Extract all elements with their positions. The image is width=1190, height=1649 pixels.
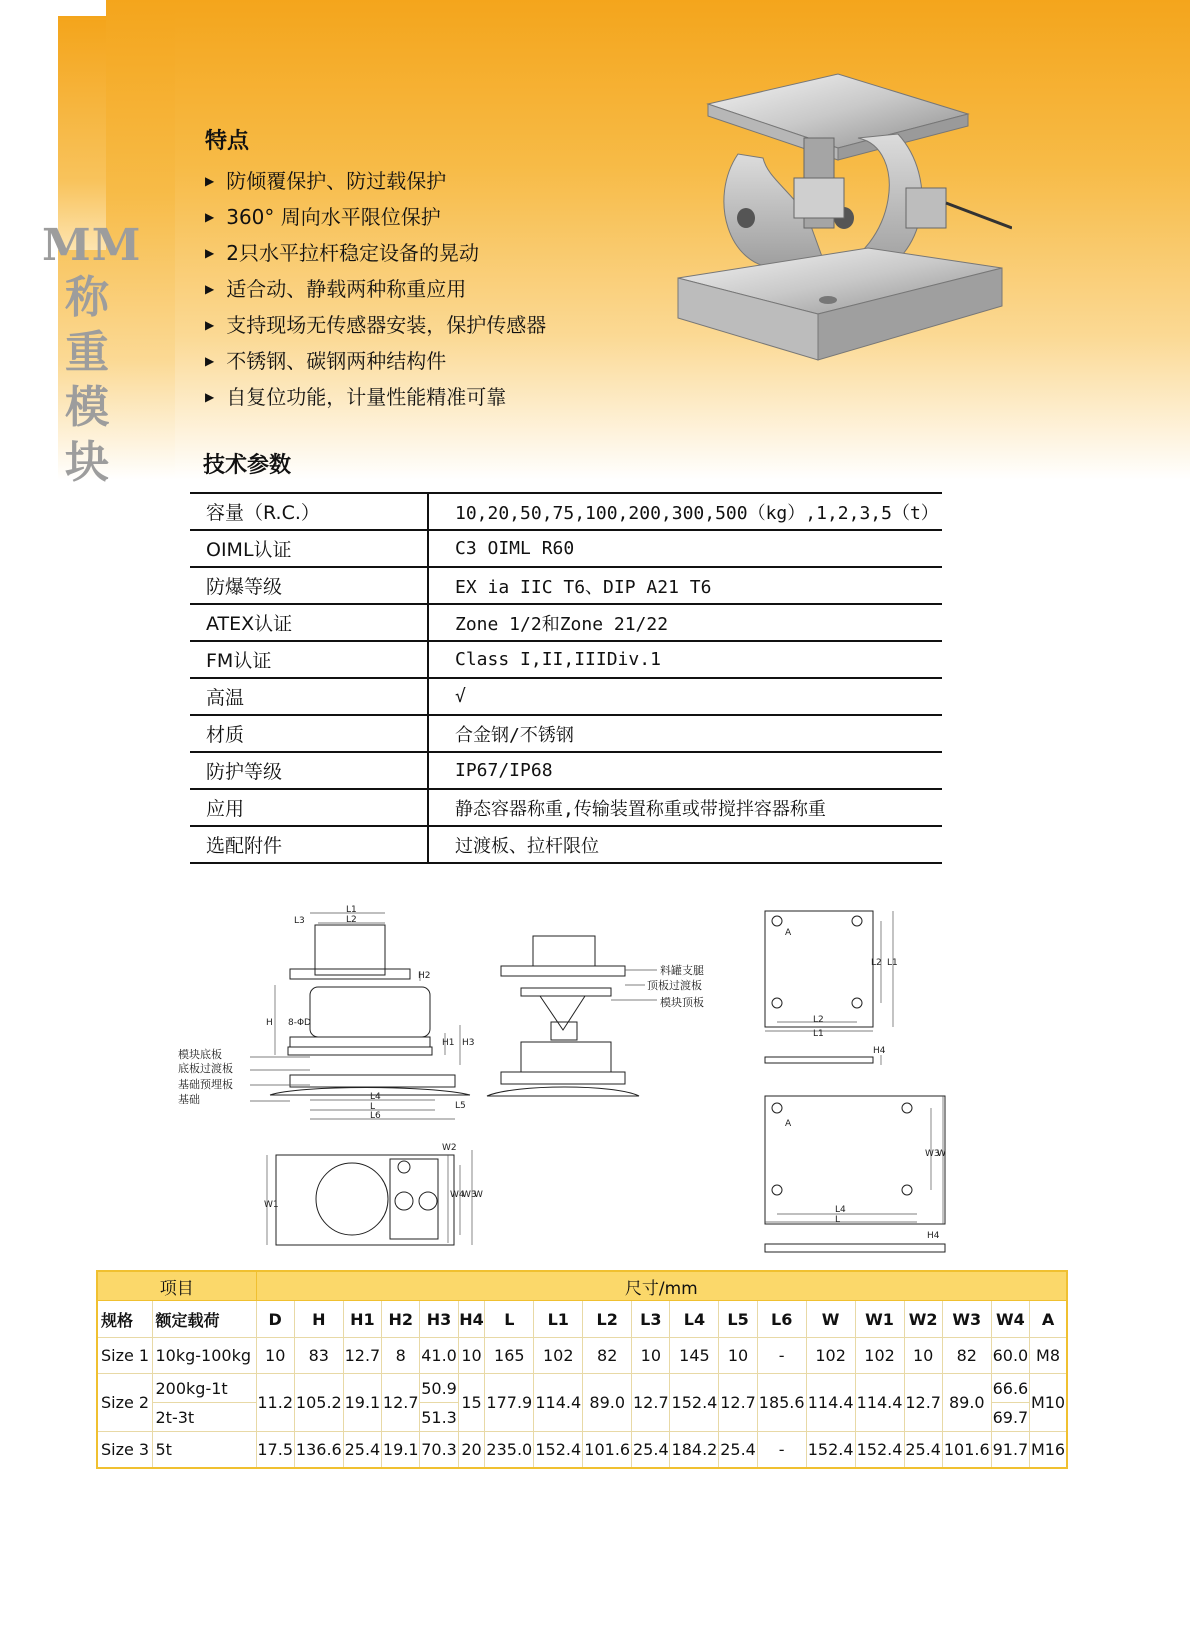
cell-h4: 10 [458,1338,485,1374]
size-name: Size 3 [97,1432,152,1468]
table-row [97,1432,1067,1468]
dim-label-8d: 8-ΦD [288,1018,311,1028]
dim-label-a2: A [785,1119,792,1129]
cell-d: 11.2 [256,1374,294,1432]
feature-item [205,271,546,307]
cell-l3: 12.7 [632,1374,670,1432]
cell-h3: 50.9 [420,1374,458,1403]
cell-l5: 25.4 [719,1432,757,1468]
col-header: L3 [632,1301,670,1338]
dim-label-h3: H3 [462,1038,475,1048]
spec-row [190,752,942,789]
dim-label-a: A [785,928,792,938]
cell-w1: 152.4 [855,1432,904,1468]
spec-value: 过渡板、拉杆限位 [428,826,942,863]
spec-key: 选配附件 [190,826,428,863]
spec-key: 高温 [190,678,428,715]
side-view-drawing [170,905,480,1135]
load: 2t-3t [152,1403,256,1432]
spec-value: IP67/IP68 [428,752,942,789]
load: 10kg-100kg [152,1338,256,1374]
col-header: W3 [942,1301,991,1338]
dims-header-size: 尺寸/mm [256,1271,1067,1301]
feature-item [205,235,546,271]
cell-h3: 70.3 [420,1432,458,1468]
spec-value: √ [428,678,942,715]
feature-text: 适合动、静载两种称重应用 [226,277,467,301]
feature-text: 2只水平拉杆稳定设备的晃动 [226,241,479,265]
col-header: L5 [719,1301,757,1338]
product-image [668,68,1012,368]
feature-text: 自复位功能，计量性能精准可靠 [226,385,507,409]
cell-h: 83 [294,1338,343,1374]
col-header: L4 [670,1301,719,1338]
load: 5t [152,1432,256,1468]
dims-column-row [97,1301,1067,1338]
cell-h4: 15 [458,1374,485,1432]
col-header: W1 [855,1301,904,1338]
part-label-embedded-plate: 基础预埋板 [178,1078,233,1091]
cell-l4: 184.2 [670,1432,719,1468]
col-header: L1 [534,1301,583,1338]
cell-w2: 10 [904,1338,942,1374]
bullet-triangle-icon: ▶ [205,282,215,296]
dim-label-l1b: L1 [813,1029,824,1039]
dim-label-l1: L1 [346,905,357,915]
col-header: L2 [583,1301,632,1338]
side-title-zh-1: 称 [65,272,109,323]
spec-table [190,492,942,864]
cell-l5: 12.7 [719,1374,757,1432]
tech-title: 技术参数 [203,453,292,478]
col-header: W2 [904,1301,942,1338]
side-title [42,220,142,490]
bottom-plate-drawing [755,1090,965,1260]
spec-value: 合金钢/不锈钢 [428,715,942,752]
bullet-triangle-icon: ▶ [205,354,215,368]
spec-key: 应用 [190,789,428,826]
dims-header-row [97,1271,1067,1301]
dim-label-l2: L2 [346,915,357,925]
feature-item [205,163,546,199]
cell-w3: 89.0 [942,1374,991,1432]
table-row [97,1338,1067,1374]
dims-header-item: 项目 [97,1271,256,1301]
cell-w: 114.4 [806,1374,855,1432]
part-label-tank-leg: 料罐支腿 [660,964,704,977]
spec-key: 防护等级 [190,752,428,789]
side-title-en: MM [42,220,142,271]
dim-label-l6: L6 [370,1111,381,1121]
cell-h1: 19.1 [343,1374,381,1432]
col-header: L [485,1301,534,1338]
feature-item [205,199,546,235]
feature-item [205,379,546,415]
cell-l2: 101.6 [583,1432,632,1468]
dim-label-h2: H2 [418,971,431,981]
cell-h1: 12.7 [343,1338,381,1374]
cell-d: 10 [256,1338,294,1374]
cell-l5: 10 [719,1338,757,1374]
size-name: Size 2 [97,1374,152,1432]
cell-l2: 82 [583,1338,632,1374]
bullet-triangle-icon: ▶ [205,174,215,188]
cell-w1: 114.4 [855,1374,904,1432]
dim-label-w2: W2 [442,1143,457,1153]
cell-w4: 66.6 [991,1374,1029,1403]
cell-h1: 25.4 [343,1432,381,1468]
cell-l6: - [757,1432,806,1468]
cell-l1: 102 [534,1338,583,1374]
col-header: 规格 [97,1301,152,1338]
cell-a: M10 [1030,1374,1067,1432]
cell-w4: 69.7 [991,1403,1029,1432]
cell-h: 136.6 [294,1432,343,1468]
spec-key: 容量（R.C.） [190,493,428,530]
col-header: W [806,1301,855,1338]
size-name: Size 1 [97,1338,152,1374]
dim-label-l5: L5 [455,1101,466,1111]
bullet-triangle-icon: ▶ [205,390,215,404]
dim-label-h: H [266,1018,273,1028]
spec-row [190,678,942,715]
part-label-module-base: 模块底板 [178,1048,222,1061]
spec-value: 静态容器称重,传输装置称重或带搅拌容器称重 [428,789,942,826]
spec-key: OIML认证 [190,530,428,567]
col-header: A [1030,1301,1067,1338]
cell-d: 17.5 [256,1432,294,1468]
dim-label-l4: L4 [370,1092,381,1102]
dim-label-h4: H4 [873,1046,886,1056]
features-list [205,163,546,415]
features-title: 特点 [205,129,250,154]
load: 200kg-1t [152,1374,256,1403]
cell-l6: - [757,1338,806,1374]
cell-h: 105.2 [294,1374,343,1432]
dim-label-w1: W1 [264,1200,279,1210]
cell-a: M16 [1030,1432,1067,1468]
bullet-triangle-icon: ▶ [205,318,215,332]
col-header: H [294,1301,343,1338]
cell-l1: 152.4 [534,1432,583,1468]
dim-label-l: L [370,1102,376,1112]
cell-h2: 12.7 [382,1374,420,1432]
col-header: H2 [382,1301,420,1338]
spec-value: Zone 1/2和Zone 21/22 [428,604,942,641]
feature-text: 防倾覆保护、防过载保护 [226,169,447,193]
top-view-drawing [262,1135,502,1250]
cell-l: 165 [485,1338,534,1374]
cell-l6: 185.6 [757,1374,806,1432]
side-title-zh-2: 重 [65,327,109,378]
dim-label-w3b: W3 [925,1149,940,1159]
dim-label-w3: W3 [462,1190,477,1200]
cell-l: 177.9 [485,1374,534,1432]
table-row [97,1374,1067,1403]
spec-key: 防爆等级 [190,567,428,604]
cell-w: 102 [806,1338,855,1374]
col-header: H3 [420,1301,458,1338]
side-title-zh-3: 模 [65,382,109,433]
spec-row [190,604,942,641]
bullet-triangle-icon: ▶ [205,246,215,260]
cell-a: M8 [1030,1338,1067,1374]
cell-l1: 114.4 [534,1374,583,1432]
spec-value: EX ia IIC T6、DIP A21 T6 [428,567,942,604]
col-header: H4 [458,1301,485,1338]
cell-l4: 152.4 [670,1374,719,1432]
strip-orange-bar [58,20,106,250]
cell-l3: 25.4 [632,1432,670,1468]
dim-label-w: W [474,1190,483,1200]
col-header: D [256,1301,294,1338]
cell-w1: 102 [855,1338,904,1374]
part-label-base-transition: 底板过渡板 [178,1062,233,1075]
dim-label-h1: H1 [442,1038,455,1048]
cell-l2: 89.0 [583,1374,632,1432]
part-label-module-top: 模块顶板 [660,996,704,1009]
dim-label-l2c: L2 [871,958,882,968]
dim-label-lb: L [835,1215,841,1225]
spec-key: ATEX认证 [190,604,428,641]
dim-label-l4b: L4 [835,1205,846,1215]
spec-value: C3 OIML R60 [428,530,942,567]
spec-value: Class I,II,IIIDiv.1 [428,641,942,678]
dim-label-l1c: L1 [887,958,898,968]
dim-label-h4b: H4 [927,1231,940,1241]
cell-w: 152.4 [806,1432,855,1468]
dim-label-w4: W4 [450,1190,465,1200]
spec-row [190,641,942,678]
col-header: W4 [991,1301,1029,1338]
cell-l4: 145 [670,1338,719,1374]
cell-l3: 10 [632,1338,670,1374]
spec-key: FM认证 [190,641,428,678]
part-label-top-transition: 顶板过渡板 [647,979,702,992]
col-header: H1 [343,1301,381,1338]
spec-row [190,530,942,567]
part-label-foundation: 基础 [178,1093,200,1106]
cell-w2: 25.4 [904,1432,942,1468]
feature-item [205,343,546,379]
cell-w3: 101.6 [942,1432,991,1468]
dimensions-table [96,1270,1068,1469]
cell-h2: 8 [382,1338,420,1374]
front-view-drawing [485,930,725,1105]
col-header: L6 [757,1301,806,1338]
cell-w4: 91.7 [991,1432,1029,1468]
strip-top-bar [58,0,106,18]
dim-label-wb: W [937,1149,946,1159]
spec-row [190,826,942,863]
feature-text: 支持现场无传感器安装，保护传感器 [226,313,547,337]
dim-label-l2b: L2 [813,1015,824,1025]
side-title-zh-4: 块 [65,437,109,488]
spec-value: 10,20,50,75,100,200,300,500（kg）,1,2,3,5（t） [428,493,942,530]
spec-key: 材质 [190,715,428,752]
cell-h4: 20 [458,1432,485,1468]
spec-row [190,789,942,826]
cell-w4: 60.0 [991,1338,1029,1374]
cell-h3: 51.3 [420,1403,458,1432]
cell-h3: 41.0 [420,1338,458,1374]
top-plate-drawing [755,905,955,1070]
spec-row [190,567,942,604]
feature-item [205,307,546,343]
feature-text: 360° 周向水平限位保护 [226,205,441,229]
feature-text: 不锈钢、碳钢两种结构件 [226,349,447,373]
col-header: 额定载荷 [152,1301,256,1338]
spec-row [190,493,942,530]
features-section [205,124,546,415]
cell-w2: 12.7 [904,1374,942,1432]
cell-w3: 82 [942,1338,991,1374]
bullet-triangle-icon: ▶ [205,210,215,224]
dim-label-l3: L3 [294,916,305,926]
spec-row [190,715,942,752]
cell-h2: 19.1 [382,1432,420,1468]
cell-l: 235.0 [485,1432,534,1468]
